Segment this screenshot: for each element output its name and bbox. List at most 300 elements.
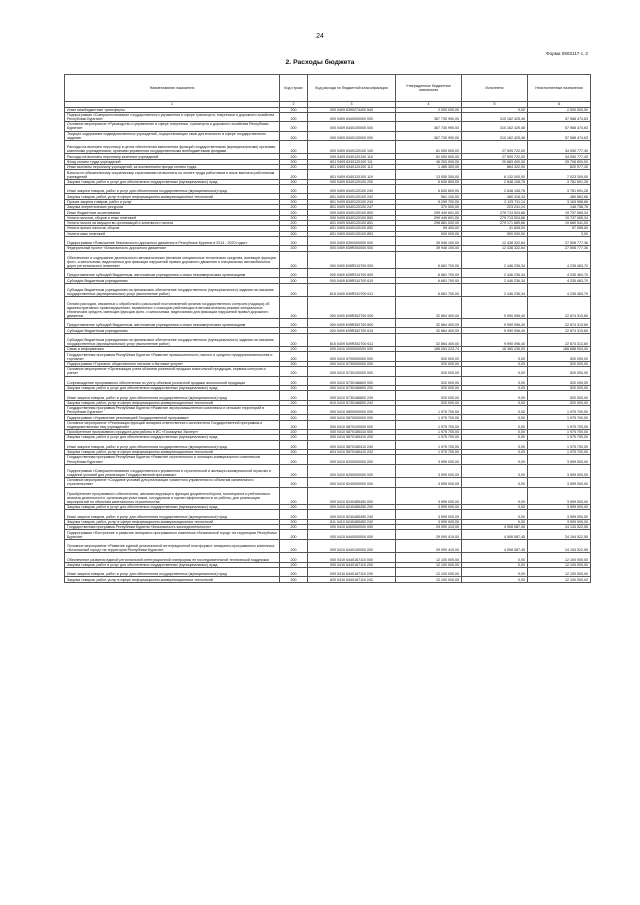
row-line-code: 200 — [280, 415, 308, 420]
row-unexecuted: 22 874 313,60 — [528, 297, 591, 319]
row-unexecuted: 7 023 300,00 — [528, 170, 591, 179]
row-executed: 0,00 — [462, 562, 528, 567]
row-line-code: 200 — [280, 231, 308, 236]
row-approved: 29 090 419,00 — [396, 539, 462, 553]
expenses-table — [64, 74, 591, 583]
row-classification: 801 0409 6340120100 112 — [308, 165, 396, 170]
row-line-code: 200 — [280, 455, 308, 464]
row-line-code: 200 — [280, 165, 308, 170]
table-row — [65, 568, 591, 577]
column-number: 2 — [280, 102, 308, 108]
row-name: Оплата расходов, связанных с обработкой и рассылкой постановлений органов государственного контроля (надзора) об административных правонарушениях, выявленных с помощью работающих в автоматическом режиме специальных технических средств, имеющих функции фото- и киносъемки, видеозаписи для фиксации нарушений правил дорожного движения — [65, 297, 280, 319]
row-line-code: 200 — [280, 553, 308, 562]
row-classification: 000 0409 6390000000 000 — [308, 236, 396, 245]
row-classification: 000 0410 5730000000 000 — [308, 361, 396, 366]
row-approved: 520 000,00 — [396, 385, 462, 390]
table-row — [65, 376, 591, 385]
row-name: Основное мероприятие «Развитие единой региональной интеграционной платформы» аппаратно-программного комплекса «Безопасный город» на территории Республики Бурятия» — [65, 539, 280, 553]
row-name: Прочая закупка товаров, работ и услуг — [65, 199, 280, 204]
form-code: Форма 0503117 с. 2 — [546, 51, 588, 56]
row-executed: 223 241,24 — [462, 205, 528, 210]
row-name: Обеспечение развития единой региональной интеграционной платформы ее последовательной технической поддержки — [65, 553, 280, 562]
row-classification: 000 0410 6240485450 000 — [308, 487, 396, 505]
row-approved: 39 946 100,00 — [396, 236, 462, 245]
row-name: Государственная программа Республики Бурятия «Развитие промышленности, малого и среднего предпринимательства и торговли» — [65, 352, 280, 361]
row-unexecuted: 19 689 541,00 — [528, 220, 591, 225]
row-name: Связь и информатика — [65, 347, 280, 352]
row-unexecuted: 520 000,00 — [528, 391, 591, 400]
row-approved: 367 730 990,00 — [396, 131, 462, 140]
row-unexecuted: 168 688 004,00 — [528, 347, 591, 352]
row-line-code: 200 — [280, 333, 308, 347]
table-row — [65, 510, 591, 519]
row-approved: 13 055 300,00 — [396, 170, 462, 179]
row-executed: 0,00 — [462, 376, 528, 385]
row-line-code: 200 — [280, 278, 308, 283]
row-classification: 000 0409 6340120000 000 — [308, 131, 396, 140]
row-name: Закупка товаров, работ, услуг в сфере информационно-коммуникационных технологий — [65, 449, 280, 454]
row-classification: 000 0410 6240485450 240 — [308, 510, 396, 519]
row-executed: 279 171 689,66 — [462, 220, 528, 225]
row-classification: 000 0409 6340000000 000 — [308, 112, 396, 121]
row-line-code: 200 — [280, 226, 308, 231]
row-executed: 0,00 — [462, 519, 528, 524]
row-name: Основное мероприятие «Реализация функций аппарата ответственного исполнителя Государственной программы и подведомственных ему учреждений» — [65, 420, 280, 429]
row-unexecuted: 24 194 522,55 — [528, 539, 591, 553]
row-approved: 520 000,00 — [396, 367, 462, 376]
row-unexecuted: 1 975 700,00 — [528, 415, 591, 420]
row-approved: 3 599 000,00 — [396, 510, 462, 519]
row-line-code: 200 — [280, 449, 308, 454]
row-name: Уплата прочих налогов, сборов — [65, 226, 280, 231]
row-name: Федеральный проект «Безопасность дорожного движения» — [65, 246, 280, 251]
row-approved: 520 000,00 — [396, 400, 462, 405]
row-executed: 310 162 425,46 — [462, 122, 528, 131]
row-line-code: 200 — [280, 185, 308, 194]
row-unexecuted: 4 235 463,70 — [528, 283, 591, 297]
row-name: Подпрограмма «Совершенствование государственного управления в строительной и жилищно-коммунальной отраслях и создание условий для реализации Государственной программы» — [65, 464, 280, 478]
row-approved: 3 599 000,00 — [396, 464, 462, 478]
row-approved: 29 090 419,00 — [396, 530, 462, 539]
row-executed: 2 446 236,34 — [462, 269, 528, 278]
table-row — [65, 420, 591, 429]
row-classification: 824 0410 5870185410 242 — [308, 449, 396, 454]
row-classification: 000 0409 6340120100 800 — [308, 210, 396, 215]
row-name: Основное мероприятие «Руководство и управление в сфере энергетики, транспорта и дорожного хозяйства Республики Бурятия» — [65, 122, 280, 131]
row-line-code: 200 — [280, 429, 308, 434]
row-executed: 9 990 096,40 — [462, 333, 528, 347]
row-classification: 000 0409 6340120100 240 — [308, 185, 396, 194]
row-name: Текущее содержание подведомственных учреждений, осуществляющих свою деятельность в сфере государственного задания — [65, 131, 280, 140]
row-executed: 480 318,34 — [462, 194, 528, 199]
header-classification: Код расхода по бюджетной классификации — [308, 75, 396, 102]
row-approved: 961 100,00 — [396, 194, 462, 199]
row-unexecuted: 3 599 000,00 — [528, 510, 591, 519]
row-approved: 12 100 000,00 — [396, 577, 462, 582]
table-row — [65, 236, 591, 245]
row-classification: 000 0410 5730186800 000 — [308, 376, 396, 385]
row-line-code: 200 — [280, 352, 308, 361]
row-classification: 000 0410 6200000000 000 — [308, 455, 396, 464]
row-classification: 820 0410 6440167110 242 — [308, 577, 396, 582]
row-executed: 0,00 — [462, 568, 528, 577]
row-approved: 12 100 000,00 — [396, 562, 462, 567]
row-line-code: 200 — [280, 530, 308, 539]
table-row — [65, 131, 591, 140]
row-name: Государственная программа Республики Бурятия «Развитие агропромышленного комплекса и сельских территорий в Республике Бурятия» — [65, 405, 280, 414]
row-executed: 0,00 — [462, 449, 528, 454]
row-unexecuted: 4 235 463,70 — [528, 251, 591, 269]
row-classification: 000 0409 6390274400 540 — [308, 107, 396, 112]
row-approved: 299 449 601,00 — [396, 215, 462, 220]
table-row — [65, 367, 591, 376]
row-classification: 801 0409 6340120100 851 — [308, 220, 396, 225]
row-approved: 6 681 700,00 — [396, 269, 462, 278]
table-row — [65, 112, 591, 121]
row-classification: 000 0409 639R352700 610 — [308, 328, 396, 333]
table-row — [65, 140, 591, 154]
row-line-code: 200 — [280, 519, 308, 524]
row-executed: 2 848 108,78 — [462, 185, 528, 194]
header-line-code: Код строки — [280, 75, 308, 102]
row-unexecuted: 1 975 700,00 — [528, 420, 591, 429]
row-approved: 39 946 100,00 — [396, 246, 462, 251]
row-approved: 298 881 000,00 — [396, 220, 462, 225]
row-line-code: 200 — [280, 435, 308, 440]
row-line-code: 200 — [280, 210, 308, 215]
row-executed: 2 446 236,34 — [462, 251, 528, 269]
row-approved: 1 975 700,00 — [396, 449, 462, 454]
table-row — [65, 530, 591, 539]
row-approved: 5 299 700,00 — [396, 199, 462, 204]
row-unexecuted: 3 599 000,00 — [528, 487, 591, 505]
row-approved: 367 730 990,00 — [396, 112, 462, 121]
row-unexecuted: 57 568 474,63 — [528, 112, 591, 121]
row-approved: 12 100 000,00 — [396, 553, 462, 562]
row-approved: 32 864 400,00 — [396, 328, 462, 333]
table-row — [65, 352, 591, 361]
row-executed: 12 438 322,64 — [462, 246, 528, 251]
table-row — [65, 464, 591, 478]
row-name: Приобретение программного продукта для работы в ИС «Госзакупки Эксперт» — [65, 429, 280, 434]
table-row — [65, 440, 591, 449]
row-approved: 3 599 000,00 — [396, 455, 462, 464]
row-unexecuted: 1 975 700,00 — [528, 405, 591, 414]
column-number: 1 — [65, 102, 280, 108]
table-row — [65, 455, 591, 464]
row-unexecuted: 22 874 313,60 — [528, 333, 591, 347]
row-name: Закупка товаров, работ и услуг для обеспечения государственных (муниципальных) нужд — [65, 562, 280, 567]
row-approved: 12 100 000,00 — [396, 568, 462, 577]
row-name: Подпрограмма «Построение и развитие аппаратно-программного комплекса «Безопасный город» на территории Республики Бурятия» — [65, 530, 280, 539]
row-executed: 9 990 096,40 — [462, 318, 528, 327]
section-title: 2. Расходы бюджета — [285, 59, 355, 66]
row-line-code: 200 — [280, 122, 308, 131]
row-executed: 0,00 — [462, 367, 528, 376]
table-row — [65, 487, 591, 505]
row-classification: 000 0410 5870185410 000 — [308, 429, 396, 434]
row-executed: 0,00 — [462, 385, 528, 390]
row-unexecuted: 22 874 313,60 — [528, 328, 591, 333]
row-line-code: 200 — [280, 251, 308, 269]
row-unexecuted: 3 781 691,28 — [528, 185, 591, 194]
header-approved: Утвержденные бюджетные назначения — [396, 75, 462, 102]
row-unexecuted: 34 050 777,40 — [528, 140, 591, 154]
row-executed: 279 713 524,66 — [462, 210, 528, 215]
row-executed: 0,00 — [462, 400, 528, 405]
table-row — [65, 333, 591, 347]
row-classification: 000 0410 5730186800 240 — [308, 391, 396, 400]
row-name: Расходы на выплаты персоналу казенных учреждений — [65, 154, 280, 159]
row-approved: 520 000,00 — [396, 361, 462, 366]
row-line-code: 200 — [280, 236, 308, 245]
row-line-code: 200 — [280, 220, 308, 225]
row-unexecuted: 1 975 700,00 — [528, 449, 591, 454]
row-classification: 000 0410 5730186800 200 — [308, 385, 396, 390]
row-classification: 000 0410 6440167110 240 — [308, 568, 396, 577]
row-executed: 0,00 — [462, 478, 528, 487]
row-unexecuted: 27 508 777,36 — [528, 236, 591, 245]
row-classification: 000 0409 6340120100 110 — [308, 154, 396, 159]
row-unexecuted: 4 235 463,70 — [528, 269, 591, 278]
table-row — [65, 185, 591, 194]
row-unexecuted: 12 100 000,00 — [528, 577, 591, 582]
row-classification: 811 0410 6240485450 242 — [308, 519, 396, 524]
row-executed: 0,00 — [462, 440, 528, 449]
row-line-code: 200 — [280, 131, 308, 140]
row-name: Уплата налога на имущество организаций и земельного налога — [65, 220, 280, 225]
row-classification: 000 0410 5800000000 000 — [308, 405, 396, 414]
row-name: Закупка энергетических ресурсов — [65, 205, 280, 210]
row-classification: 000 0409 639R310700 610 — [308, 278, 396, 283]
row-executed: 27 509 722,00 — [462, 140, 528, 154]
row-unexecuted: 57 568 474,63 — [528, 131, 591, 140]
row-unexecuted: 146 758,76 — [528, 205, 591, 210]
row-name: Иные бюджетные ассигнования — [65, 210, 280, 215]
row-unexecuted: 24 194 522,55 — [528, 530, 591, 539]
row-unexecuted: 4 235 463,70 — [528, 278, 591, 283]
row-line-code: 200 — [280, 376, 308, 385]
table-body — [65, 107, 591, 582]
row-line-code: 200 — [280, 510, 308, 519]
row-executed: 0,00 — [462, 352, 528, 361]
row-name: Субсидии бюджетным учреждениям — [65, 278, 280, 283]
row-approved: 32 864 400,00 — [396, 297, 462, 319]
row-executed: 0,00 — [462, 420, 528, 429]
row-executed: 9 990 096,40 — [462, 328, 528, 333]
row-classification: 801 0409 6340120100 244 — [308, 199, 396, 204]
row-name: Иные закупки товаров, работ и услуг для обеспечения государственных (муниципальных) нужд — [65, 510, 280, 519]
row-line-code: 200 — [280, 318, 308, 327]
row-executed: 2 446 236,34 — [462, 283, 528, 297]
row-line-code: 200 — [280, 107, 308, 112]
row-executed: 2 446 236,34 — [462, 278, 528, 283]
row-name: Государственная программа Республики Бурятия «Безопасность жизнедеятельности» — [65, 525, 280, 530]
row-executed: 0,00 — [462, 391, 528, 400]
row-approved: 61 059 500,00 — [396, 154, 462, 159]
row-name: Подпрограмма «Управление реализацией Государственной программы» — [65, 415, 280, 420]
row-executed: 6 132 000,00 — [462, 170, 528, 179]
row-approved: 99 400,00 — [396, 226, 462, 231]
row-name: Закупка товаров, работ, услуг в сфере информационно-коммуникационных технологий — [65, 519, 280, 524]
row-unexecuted: 12 100 000,00 — [528, 553, 591, 562]
row-name: Основное мероприятие «Организация учета объемов розничной продажи алкогольной продукции, сервиса контроля и учета» — [65, 367, 280, 376]
row-line-code: 200 — [280, 205, 308, 210]
row-classification: 801 0409 6340120100 111 — [308, 159, 396, 164]
row-approved: 1 975 700,00 — [396, 435, 462, 440]
row-name: Подпрограмма «Повышение безопасности дорожного движения в Республике Бурятия в 2014 - 2020 годах» — [65, 236, 280, 245]
row-line-code: 200 — [280, 577, 308, 582]
table-row — [65, 170, 591, 179]
row-executed: 0,00 — [462, 464, 528, 478]
table-row — [65, 553, 591, 562]
row-name: Сопровождение программного обеспечения по учету объемов розничной продажи алкогольной продукции — [65, 376, 280, 385]
row-name: Иные закупки товаров, работ и услуг для обеспечения государственных (муниципальных) нужд — [65, 391, 280, 400]
table-row — [65, 122, 591, 131]
column-number: 6 — [528, 102, 591, 108]
row-executed: 4 908 087,45 — [462, 539, 528, 553]
row-classification: 801 0409 6340120100 247 — [308, 205, 396, 210]
row-name: Приобретение программного обеспечения, автоматизирующего функции документооборота, мониторинга и рейтингового анализа деятельности, организации участников, сотрудников и оценки эффективности их работы, для реализации мероприятий по объектам капитального строительства — [65, 487, 280, 505]
row-executed: 0,00 — [462, 415, 528, 420]
row-line-code: 200 — [280, 400, 308, 405]
row-line-code: 200 — [280, 525, 308, 530]
row-classification: 000 0410 0000000000 000 — [308, 347, 396, 352]
row-line-code: 200 — [280, 179, 308, 184]
row-unexecuted: 22 874 313,60 — [528, 318, 591, 327]
row-line-code: 200 — [280, 539, 308, 553]
row-line-code: 200 — [280, 159, 308, 164]
row-unexecuted: 24 134 522,55 — [528, 525, 591, 530]
row-approved: 1 975 700,00 — [396, 420, 462, 429]
row-line-code: 200 — [280, 194, 308, 199]
row-unexecuted: 3 163 988,86 — [528, 199, 591, 204]
table-row — [65, 297, 591, 319]
row-executed: 310 162 425,46 — [462, 131, 528, 140]
row-executed: 27 509 722,00 — [462, 154, 528, 159]
row-approved: 32 864 400,00 — [396, 318, 462, 327]
row-classification: 000 0410 6440167110 200 — [308, 562, 396, 567]
row-line-code: 200 — [280, 297, 308, 319]
row-name: Уплата иных платежей — [65, 231, 280, 236]
row-unexecuted: 19 737 065,34 — [528, 210, 591, 215]
row-classification: 801 0409 6340120100 242 — [308, 194, 396, 199]
row-approved: 46 200 000,00 — [396, 159, 462, 164]
row-name: Закупка товаров, работ, услуг в сфере информационно-коммуникационных технологий — [65, 400, 280, 405]
row-classification: 000 0409 639R352700 000 — [308, 297, 396, 319]
row-name: Субсидии бюджетным учреждениям на финансовое обеспечение государственного (муниципального) задания на оказание государственных (муниципальных) услуг (выполнение работ) — [65, 283, 280, 297]
row-name: Закупка товаров, работ и услуг для обеспечения государственных (муниципальных) нужд — [65, 505, 280, 510]
row-approved: 1 975 700,00 — [396, 429, 462, 434]
row-name: Закупка товаров, работ, услуг в сфере информационно-коммуникационных технологий — [65, 194, 280, 199]
row-classification: 815 0409 639R352700 611 — [308, 333, 396, 347]
row-executed: 0,00 — [462, 553, 528, 562]
row-executed: 20 683 400,00 — [462, 159, 528, 164]
row-name: Закупка товаров, работ и услуг для обеспечения государственных (муниципальных) нужд — [65, 179, 280, 184]
row-classification: 000 0410 5870185410 240 — [308, 440, 396, 449]
row-classification: 810 0410 5730186800 242 — [308, 400, 396, 405]
row-executed: 0,00 — [462, 361, 528, 366]
row-line-code: 200 — [280, 170, 308, 179]
row-unexecuted: 3 599 000,00 — [528, 519, 591, 524]
column-number: 5 — [462, 102, 528, 108]
row-executed: 2 848 108,78 — [462, 179, 528, 184]
row-line-code: 200 — [280, 478, 308, 487]
row-executed: 41 845,00 — [462, 226, 528, 231]
row-unexecuted: 57 568 474,63 — [528, 122, 591, 131]
row-unexecuted: 520 000,00 — [528, 367, 591, 376]
row-unexecuted: 27 508 777,36 — [528, 246, 591, 251]
row-approved: 1 975 700,00 — [396, 405, 462, 414]
row-name: Подпрограмма «Совершенствование государственного управления в сфере транспорта, энергетики и дорожного хозяйства Республики Бурятия» — [65, 112, 280, 121]
header-unexecuted: Неисполненные назначения — [528, 75, 591, 102]
table-row — [65, 539, 591, 553]
row-classification: 000 0410 6240485450 200 — [308, 505, 396, 510]
table-row — [65, 577, 591, 582]
row-unexecuted: 0,00 — [528, 231, 591, 236]
row-unexecuted: 3 599 000,00 — [528, 455, 591, 464]
row-executed: 310 162 425,46 — [462, 112, 528, 121]
row-line-code: 200 — [280, 405, 308, 414]
row-executed: 0,00 — [462, 487, 528, 505]
row-unexecuted: 520 000,00 — [528, 352, 591, 361]
row-unexecuted: 34 050 777,40 — [528, 154, 591, 159]
row-approved: 500 000,00 — [396, 231, 462, 236]
row-line-code: 200 — [280, 505, 308, 510]
row-line-code: 200 — [280, 391, 308, 400]
row-classification: 000 0410 5870185410 200 — [308, 435, 396, 440]
header-name: Наименование показателя — [65, 75, 280, 102]
row-name: Фонд оплаты труда учреждений — [65, 159, 280, 164]
row-unexecuted: 1 975 700,00 — [528, 429, 591, 434]
row-line-code: 200 — [280, 199, 308, 204]
row-unexecuted: 12 100 000,00 — [528, 568, 591, 577]
row-unexecuted: 12 100 000,00 — [528, 562, 591, 567]
row-executed: 864 322,00 — [462, 165, 528, 170]
row-executed: 0,00 — [462, 505, 528, 510]
row-line-code: 200 — [280, 347, 308, 352]
row-executed: 12 438 322,64 — [462, 236, 528, 245]
row-line-code: 200 — [280, 246, 308, 251]
row-classification: 000 0410 6400000000 000 — [308, 525, 396, 530]
row-name: Закупка товаров, работ и услуг для обеспечения государственных (муниципальных) нужд — [65, 385, 280, 390]
row-classification: 000 0409 6340120100 100 — [308, 140, 396, 154]
row-line-code: 200 — [280, 562, 308, 567]
row-name: Обеспечение и содержание деятельности автоматических (включая специальные технические средства, имеющие функции фото- и киносъемки, видеозаписи для фиксации нарушений правил дорожного движения и специальных автомобильных дорог регионального значения» — [65, 251, 280, 269]
row-name: Государственная программа Республики Бурятия «Развитие строительного и жилищно-коммунального комплексов Республики Бурятия» — [65, 455, 280, 464]
row-approved: 185 053 223,74 — [396, 347, 462, 352]
row-approved: 3 599 000,00 — [396, 505, 462, 510]
row-executed: 279 713 524,66 — [462, 215, 528, 220]
row-approved: 6 681 700,00 — [396, 283, 462, 297]
row-name: Взносы по обязательному социальному страхованию на выплаты по оплате труда работников и иные выплаты работникам учреждений — [65, 170, 280, 179]
table-row — [65, 269, 591, 278]
row-classification: 815 0409 639R310700 611 — [308, 283, 396, 297]
row-name: Иные закупки товаров, работ и услуг для обеспечения государственных (муниципальных) нужд — [65, 440, 280, 449]
row-approved: 29 090 419,00 — [396, 525, 462, 530]
row-classification: 000 0410 5730100000 000 — [308, 367, 396, 376]
row-name: Подпрограмма «Торговля, общественное питание и бытовые услуги» — [65, 361, 280, 366]
row-name: Расходы на выплаты персоналу в целях обеспечения выполнения функций государственными (муниципальными) органами, казенными учреждениями, органами управления государственными внебюджетными фондами — [65, 140, 280, 154]
row-executed: 0,00 — [462, 405, 528, 414]
row-unexecuted: 520 000,00 — [528, 376, 591, 385]
header-executed: Исполнено — [462, 75, 528, 102]
row-name: Основное мероприятие «Создание условий для реализации грамотного управления по объектам капитального строительства» — [65, 478, 280, 487]
row-approved: 370 000,00 — [396, 205, 462, 210]
row-name: Закупка товаров, работ, услуг в сфере информационно-коммуникационных технологий — [65, 577, 280, 582]
row-executed: 9 990 096,40 — [462, 297, 528, 319]
row-unexecuted: 3 599 000,00 — [528, 478, 591, 487]
